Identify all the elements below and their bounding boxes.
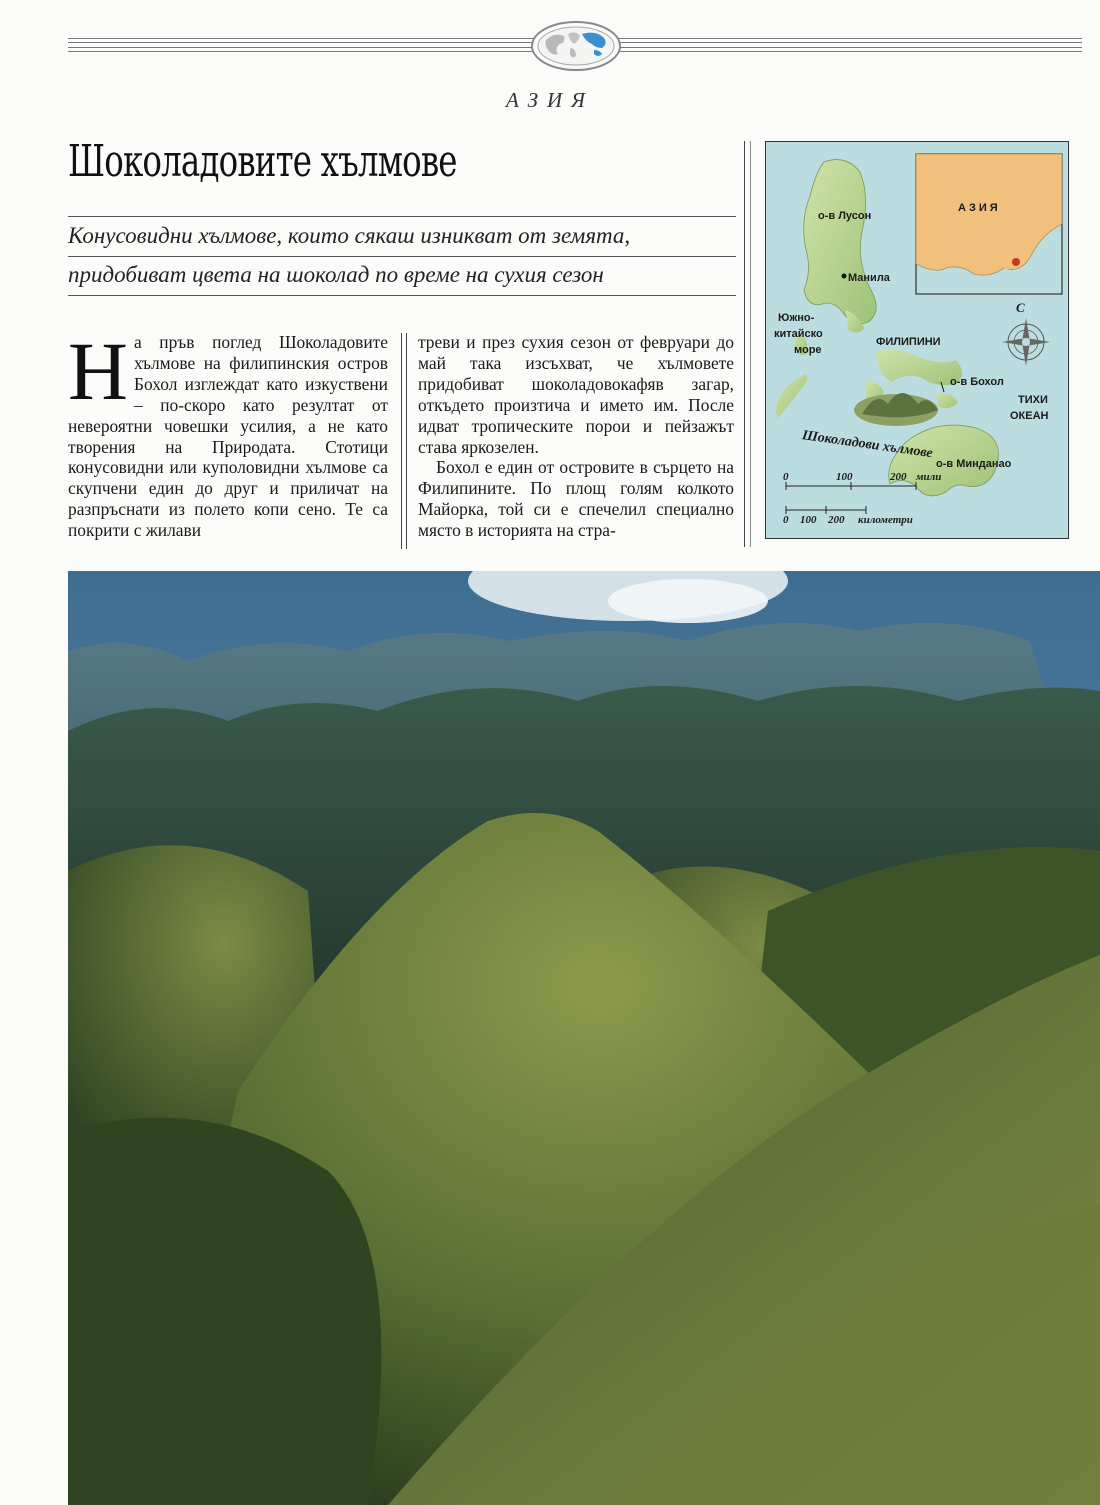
subtitle-line-1: Конусовидни хълмове, които сякаш изникват от земята, (68, 223, 631, 248)
body-paragraph-3: Бохол е един от островите в сърцето на Филипините. По площ голям колкото Майорка, той си е спечелил специално място в историята на стра- (418, 457, 734, 541)
chocolate-hills-photo (68, 571, 1100, 1505)
column-divider-right-inner (750, 141, 751, 547)
map-label-chocolate-hills: Шоколадови хълмове (801, 428, 934, 462)
subtitle-rule-top (68, 216, 736, 217)
drop-cap: Н (68, 325, 128, 417)
map-label-philippines: ФИЛИПИНИ (876, 336, 941, 348)
map-label-mindanao: о-в Минданао (936, 458, 1012, 470)
scale-miles-200: 200 (890, 471, 907, 483)
scale-miles-unit: мили (916, 471, 942, 483)
globe-icon (530, 20, 622, 72)
column-divider-left (401, 333, 402, 549)
body-column-1 (68, 325, 388, 541)
map-label-pacific-2: ОКЕАН (1010, 410, 1049, 422)
map-label-scs-2: китайско (774, 328, 823, 340)
map-label-asia: АЗИЯ (958, 202, 1001, 214)
scale-miles-100: 100 (836, 471, 853, 483)
locator-map (765, 141, 1069, 539)
body-column-2 (418, 332, 734, 541)
page-title: Шоколадовите хълмове (68, 136, 457, 187)
map-label-scs-1: Южно- (778, 312, 815, 324)
column-divider-left-inner (406, 333, 407, 549)
scale-km-100: 100 (800, 514, 817, 526)
scale-miles-0: 0 (783, 471, 789, 483)
subtitle-rule-middle (68, 256, 736, 257)
column-divider-right (744, 141, 745, 547)
body-text-1: а пръв поглед Шоколадовите хълмове на филипинския остров Бохол изглеждат като изкуствени – по-скоро като резултат от невероятни човешки усилия, а не като творения на Природата. Стотици конусовидни или куполовидни хълмове са скупчени един до друг и приличат на разпръснати из полето копи сено. Те са покрити с жилави (68, 332, 388, 541)
map-label-manila: Манила (848, 272, 890, 284)
map-label-pacific-1: ТИХИ (1018, 394, 1048, 406)
subtitle-line-2: придобиват цвета на шоколад по време на сухия сезон (68, 262, 604, 287)
section-label: АЗИЯ (506, 88, 594, 112)
map-label-luzon: о-в Лусон (818, 210, 872, 222)
subtitle-rule-bottom (68, 295, 736, 296)
map-label-scs-3: море (794, 344, 822, 356)
scale-km-0: 0 (783, 514, 789, 526)
scale-km-200: 200 (828, 514, 845, 526)
map-label-bohol: о-в Бохол (950, 376, 1004, 388)
map-label-north: С (1016, 300, 1025, 315)
scale-km-unit: километри (858, 514, 913, 526)
body-paragraph-2: треви и през сухия сезон от февруари до май така изсъхват, че хълмовете придобиват шоколадовокафяв загар, откъдето произтича и името им. После идват тропическите порои и пейзажът става яркозелен. (418, 332, 734, 457)
